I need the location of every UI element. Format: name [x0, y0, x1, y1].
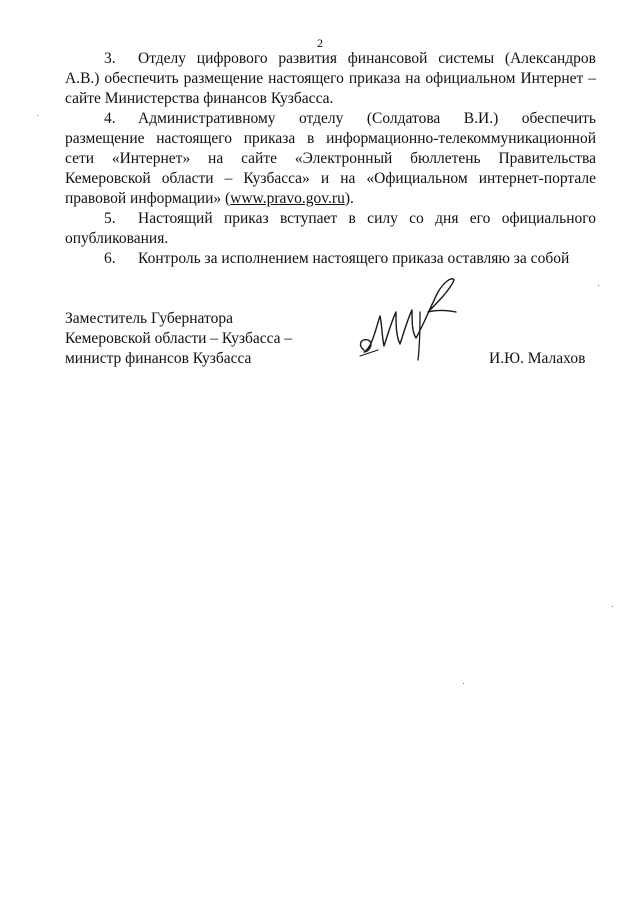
paragraph-text: Отделу цифрового развития финансовой системы (Александров А.В.) обеспечить размещение настоящего приказа на официальном Интернет – сайте Министерства финансов Кузбасса.: [65, 50, 596, 107]
paragraph-text: Контроль за исполнением настоящего приказа оставляю за собой: [138, 250, 570, 267]
paragraph-number: 6.: [104, 250, 116, 267]
handwritten-signature: [356, 268, 466, 368]
paragraph-3: [65, 49, 596, 109]
paragraph-5: [65, 209, 596, 249]
paragraph-4: [65, 109, 596, 209]
paragraph-text: Административному отделу (Солдатова В.И.) обеспечить размещение настоящего приказа в информационно-телекоммуникационной сети «Интернет» на сайте «Электронный бюллетень Правительства Кемеровской области – Кузбасса» и на «Официальном интернет-портале правовой информации» (: [65, 110, 596, 207]
paragraph-6: [65, 249, 596, 269]
scan-speck: [463, 683, 464, 684]
document-body: [65, 49, 596, 269]
page-number: 2: [317, 36, 323, 50]
signatory-title: [65, 309, 292, 369]
scan-speck: [37, 115, 38, 116]
paragraph-text-end: ).: [344, 190, 354, 207]
signatory-title-line: Заместитель Губернатора: [65, 310, 233, 327]
signatory-name: И.Ю. Малахов: [489, 350, 586, 367]
paragraph-number: 3.: [104, 50, 116, 67]
scan-speck: [612, 606, 613, 607]
paragraph-number: 5.: [104, 210, 116, 227]
pravo-gov-link[interactable]: www.pravo.gov.ru: [230, 190, 345, 207]
signatory-title-line: Кемеровской области – Кузбасса –: [65, 330, 293, 347]
paragraph-text: Настоящий приказ вступает в силу со дня его официального опубликования.: [65, 210, 596, 247]
paragraph-number: 4.: [104, 110, 116, 127]
scan-speck: [598, 285, 599, 286]
signatory-title-line: министр финансов Кузбасса: [65, 350, 252, 367]
